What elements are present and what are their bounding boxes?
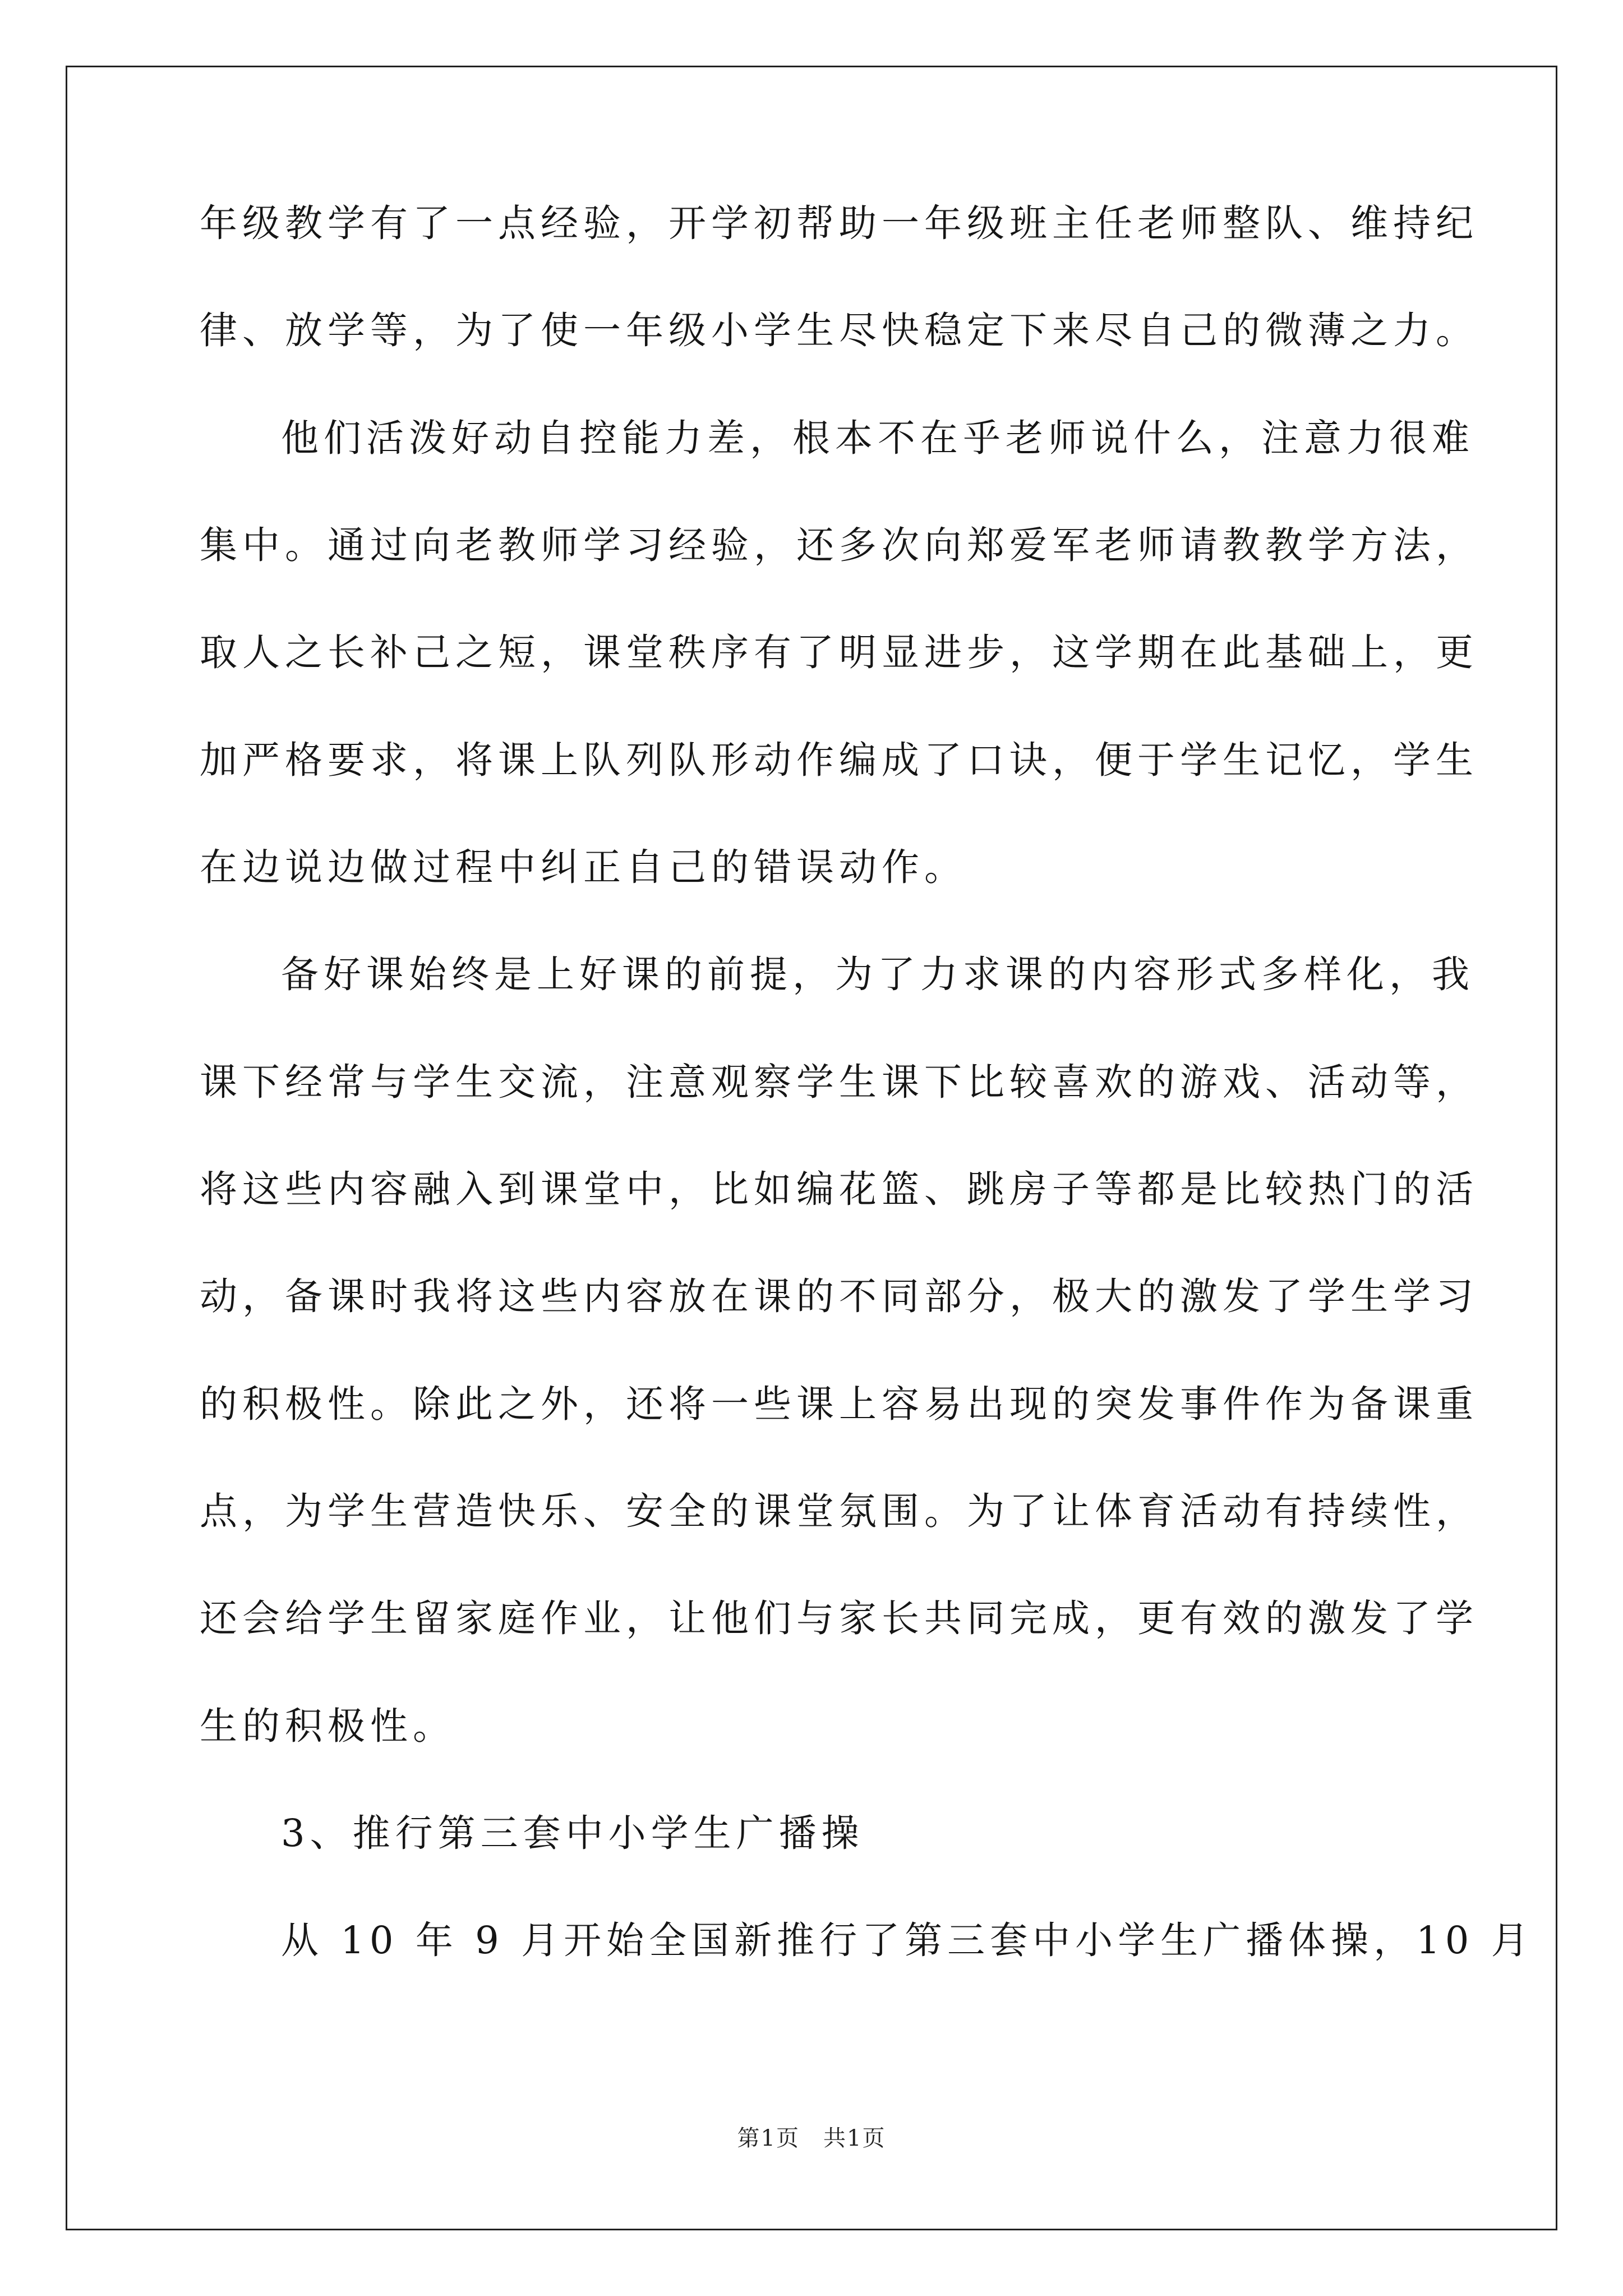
paragraph-start-line: 他们活泼好动自控能力差，根本不在乎老师说什么，注意力很难 (281, 416, 1474, 460)
text-line: 年级教学有了一点经验，开学初帮助一年级班主任老师整队、维持纪 (200, 201, 1478, 245)
page-border (66, 66, 1557, 2230)
text-line: 的积极性。除此之外，还将一些课上容易出现的突发事件作为备课重 (200, 1382, 1478, 1426)
text-line: 将这些内容融入到课堂中，比如编花篮、跳房子等都是比较热门的活 (200, 1167, 1478, 1211)
paragraph-start-line: 从 10 年 9 月开始全国新推行了第三套中小学生广播体操，10 月 (281, 1918, 1534, 1962)
text-line: 点，为学生营造快乐、安全的课堂氛围。为了让体育活动有持续性， (200, 1489, 1478, 1533)
text-line: 还会给学生留家庭作业，让他们与家长共同完成，更有效的激发了学 (200, 1596, 1478, 1640)
paragraph-start-line: 备好课始终是上好课的前提，为了力求课的内容形式多样化，我 (281, 953, 1474, 996)
page-number-footer: 第1页 共1页 (737, 2125, 886, 2151)
text-line: 生的积极性。 (200, 1704, 455, 1748)
text-line: 集中。通过向老教师学习经验，还多次向郑爱军老师请教教学方法， (200, 523, 1478, 567)
text-line: 动，备课时我将这些内容放在课的不同部分，极大的激发了学生学习 (200, 1274, 1478, 1318)
text-line: 取人之长补己之短，课堂秩序有了明显进步，这学期在此基础上，更 (200, 631, 1478, 674)
section-heading: 3、推行第三套中小学生广播操 (281, 1811, 864, 1855)
text-line: 律、放学等，为了使一年级小学生尽快稳定下来尽自己的微薄之力。 (200, 309, 1478, 352)
text-line: 加严格要求，将课上队列队形动作编成了口诀，便于学生记忆，学生 (200, 738, 1478, 782)
text-line: 在边说边做过程中纠正自己的错误动作。 (200, 845, 967, 889)
text-line: 课下经常与学生交流，注意观察学生课下比较喜欢的游戏、活动等， (200, 1060, 1478, 1104)
